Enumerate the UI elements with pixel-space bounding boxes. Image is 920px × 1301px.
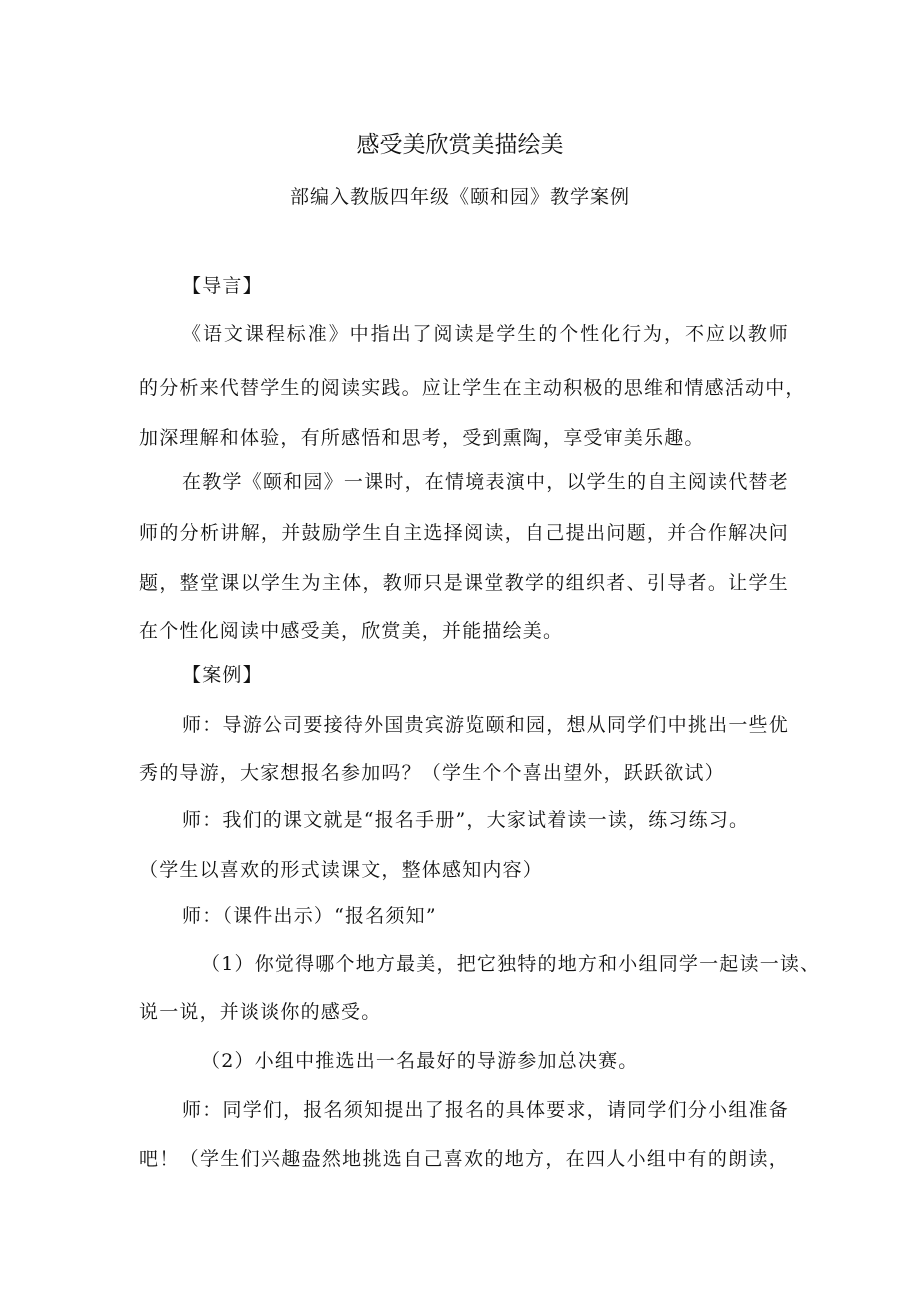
paragraph-line: 的分析来代替学生的阅读实践。应让学生在主动积极的思维和情感活动中， (139, 377, 806, 399)
paragraph-line: 秀的导游，大家想报名参加吗？（学生个个喜出望外，跃跃欲试） (139, 762, 725, 784)
paragraph-line: 在个性化阅读中感受美，欣赏美，并能描绘美。 (139, 620, 564, 642)
paragraph-line: 吧！（学生们兴趣盎然地挑选自己喜欢的地方，在四人小组中有的朗读， (139, 1148, 789, 1170)
paragraph-line: 师：我们的课文就是“报名手册”，大家试着读一读，练习练习。 (182, 809, 750, 831)
paragraph-line: （学生以喜欢的形式读课文，整体感知内容） (139, 859, 544, 881)
document-subtitle: 部编入教版四年级《颐和园》教学案例 (289, 186, 630, 208)
paragraph-line: 师：导游公司要接待外国贵宾游览颐和园，想从同学们中挑出一些优 (182, 714, 789, 736)
section-heading-intro: 【导言】 (182, 275, 263, 297)
paragraph-line: （1）你觉得哪个地方最美，把它独特的地方和小组同学一起读一读、 (201, 953, 821, 975)
paragraph-line: 《语文课程标准》中指出了阅读是学生的个性化行为，不应以教师 (182, 323, 789, 345)
section-heading-case: 【案例】 (182, 664, 263, 686)
paragraph-line: 题，整堂课以学生为主体，教师只是课堂教学的组织者、引导者。让学生 (139, 572, 789, 594)
paragraph-line: 说一说，并谈谈你的感受。 (139, 1001, 382, 1023)
paragraph-line: 在教学《颐和园》一课时，在情境表演中，以学生的自主阅读代替老 (182, 471, 789, 493)
document-title: 感受美欣赏美描绘美 (356, 132, 564, 158)
paragraph-line: （2）小组中推选出一名最好的导游参加总决赛。 (201, 1050, 639, 1072)
paragraph-line: 师：同学们，报名须知提出了报名的具体要求，请同学们分小组准备 (182, 1099, 789, 1121)
paragraph-line: 师：（课件出示）“报名须知” (182, 905, 437, 927)
paragraph-line: 师的分析讲解，并鼓励学生自主选择阅读，自己提出问题，并合作解决问 (139, 522, 789, 544)
paragraph-line: 加深理解和体验，有所感悟和思考，受到熏陶，享受审美乐趣。 (139, 427, 705, 449)
